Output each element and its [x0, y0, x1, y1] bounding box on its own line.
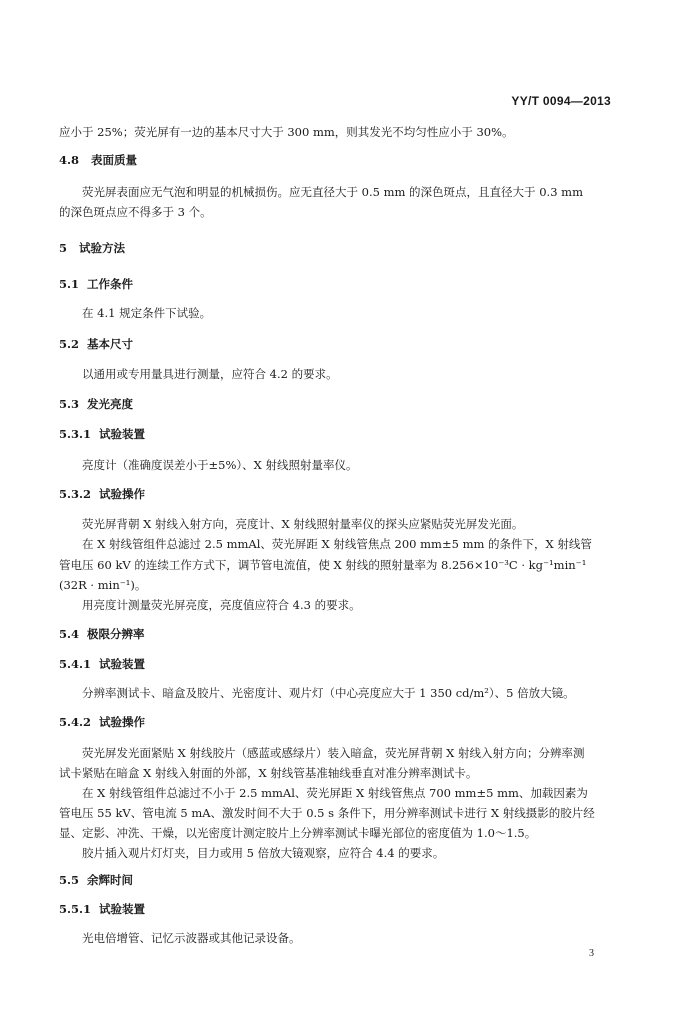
body-text: 荧光屏表面应无气泡和明显的机械损伤。应无直径大于 0.5 mm 的深色斑点，且直径大于 0.3 mm [82, 185, 583, 199]
section-title: 试验操作 [99, 715, 145, 729]
body-text: 在 X 射线管组件总滤过不小于 2.5 mmAl、荧光屏距 X 射线管焦点 700 mm±5 mm、加载因素为 [82, 786, 588, 800]
section-heading [59, 874, 133, 888]
section-title: 试验操作 [99, 487, 145, 501]
section-number: 5.4.2 [59, 715, 92, 729]
section-number: 5.1 [59, 277, 80, 291]
section-number: 5.3 [59, 397, 80, 411]
section-number: 5 [59, 241, 68, 255]
body-text: 应小于 25%；荧光屏有一边的基本尺寸大于 300 mm，则其发光不均匀性应小于 30%。 [59, 125, 514, 139]
body-text: (32R · min⁻¹)。 [59, 578, 147, 592]
section-heading [59, 628, 145, 642]
body-text: 管电压 60 kV 的连续工作方式下，调节管电流值，使 X 射线的照射量率为 8.256×10⁻³C · kg⁻¹min⁻¹ [59, 558, 587, 572]
page-number: 3 [589, 948, 594, 959]
section-title: 余辉时间 [87, 873, 133, 887]
section-number: 5.4.1 [59, 657, 92, 671]
section-heading [59, 338, 133, 352]
section-heading [59, 428, 145, 442]
section-heading [59, 658, 145, 672]
body-text: 在 X 射线管组件总滤过 2.5 mmAl、荧光屏距 X 射线管焦点 200 mm±5 mm 的条件下，X 射线管 [82, 537, 592, 551]
section-title: 试验装置 [99, 902, 145, 916]
section-title: 极限分辨率 [87, 627, 145, 641]
section-title: 试验装置 [99, 427, 145, 441]
body-text: 管电压 55 kV、管电流 5 mA、激发时间不大于 0.5 s 条件下，用分辨率测试卡进行 X 射线摄影的胶片经 [59, 806, 595, 820]
section-heading [59, 242, 125, 256]
section-heading [59, 278, 133, 292]
body-text: 荧光屏发光面紧贴 X 射线胶片（感蓝或感绿片）装入暗盒，荧光屏背朝 X 射线入射方向；分辨率测 [82, 746, 585, 760]
section-title: 工作条件 [87, 277, 133, 291]
body-text: 分辨率测试卡、暗盒及胶片、光密度计、观片灯（中心亮度应大于 1 350 cd/m²）、5 倍放大镜。 [82, 686, 575, 700]
body-text: 亮度计（准确度误差小于±5%）、X 射线照射量率仪。 [82, 458, 358, 472]
section-number: 5.5.1 [59, 902, 92, 916]
section-heading [59, 398, 133, 412]
section-title: 试验装置 [99, 657, 145, 671]
body-text: 的深色斑点应不得多于 3 个。 [59, 205, 212, 219]
section-heading [59, 903, 145, 917]
section-title: 基本尺寸 [87, 337, 133, 351]
section-number: 5.3.1 [59, 427, 92, 441]
body-text: 在 4.1 规定条件下试验。 [82, 306, 212, 320]
body-text: 胶片插入观片灯灯夹，目力或用 5 倍放大镜观察，应符合 4.4 的要求。 [82, 846, 445, 860]
section-heading [59, 488, 145, 502]
body-text: 用亮度计测量荧光屏亮度，亮度值应符合 4.3 的要求。 [82, 598, 361, 612]
body-text: 荧光屏背朝 X 射线入射方向，亮度计、X 射线照射量率仪的探头应紧贴荧光屏发光面。 [82, 517, 524, 531]
section-title: 试验方法 [79, 241, 125, 255]
body-text: 试卡紧贴在暗盒 X 射线入射面的外部，X 射线管基准轴线垂直对准分辨率测试卡。 [59, 766, 478, 780]
section-title: 表面质量 [91, 153, 137, 167]
section-heading [59, 716, 145, 730]
standard-code-header: YY/T 0094—2013 [511, 94, 611, 108]
body-text: 以通用或专用量具进行测量，应符合 4.2 的要求。 [82, 367, 338, 381]
section-number: 5.4 [59, 627, 80, 641]
section-number: 4.8 [59, 153, 80, 167]
body-text: 显、定影、冲洗、干燥，以光密度计测定胶片上分辨率测试卡曝光部位的密度值为 1.0～1.5。 [59, 826, 537, 840]
section-number: 5.5 [59, 873, 80, 887]
section-heading [59, 154, 137, 168]
section-title: 发光亮度 [87, 397, 133, 411]
body-text: 光电倍增管、记忆示波器或其他记录设备。 [82, 931, 301, 945]
section-number: 5.2 [59, 337, 80, 351]
section-number: 5.3.2 [59, 487, 92, 501]
